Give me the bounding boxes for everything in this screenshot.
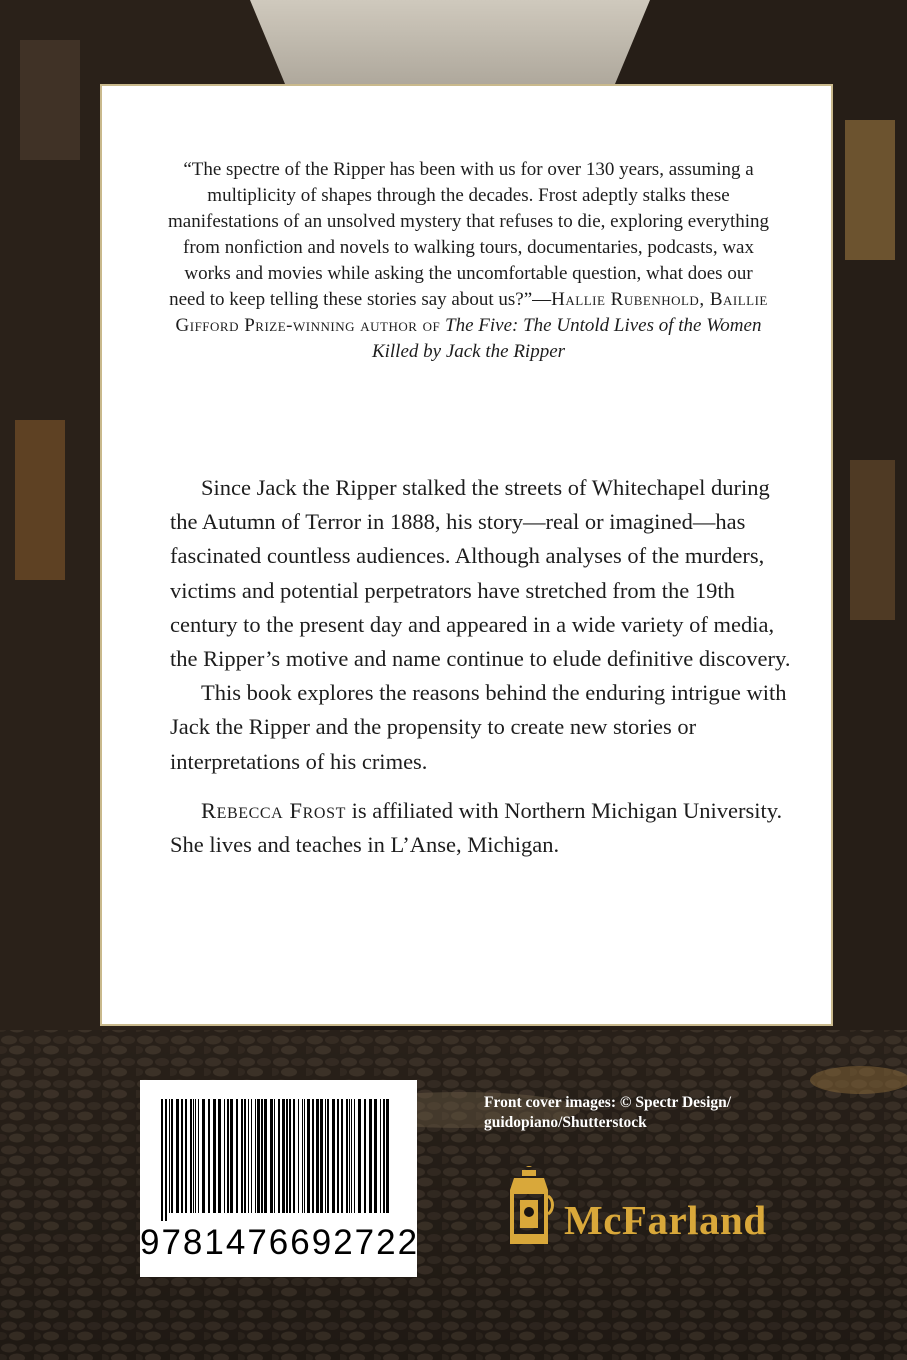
barcode-bar <box>244 1099 246 1213</box>
barcode-bar <box>195 1099 196 1213</box>
barcode-bar <box>304 1099 305 1213</box>
barcode-bar <box>218 1099 221 1213</box>
barcode-bar <box>185 1099 187 1213</box>
barcode-bar <box>298 1099 299 1213</box>
barcode-bar <box>349 1099 350 1213</box>
barcode-bar <box>181 1099 183 1213</box>
barcode-bar <box>165 1099 167 1221</box>
author-bio <box>170 794 800 862</box>
barcode-bar <box>325 1099 326 1213</box>
quote-dash: — <box>532 289 552 310</box>
barcode-bar <box>193 1099 194 1213</box>
description-paragraph-1: Since Jack the Ripper stalked the streets of Whitechapel during the Autumn of Terror in 1888, his story—real or imagined—has fascinated countless audiences. Although analyses of the murders, victims and potential perpetrators have stretched from the 19th century to the present day and appeared in a wide variety of media, the Ripper’s motive and name continue to elude definitive discovery. <box>170 475 791 672</box>
barcode-bar <box>341 1099 343 1213</box>
barcode-bar <box>257 1099 260 1213</box>
barcode-bar <box>289 1099 291 1213</box>
barcode-bar <box>202 1099 205 1213</box>
barcode-bar <box>169 1099 170 1213</box>
barcode-bar <box>332 1099 335 1213</box>
barcode-bar <box>171 1099 173 1213</box>
barcode-bar <box>227 1099 229 1213</box>
barcode-bar <box>278 1099 280 1213</box>
barcode-bar <box>383 1099 385 1213</box>
barcode-bar <box>230 1099 233 1213</box>
barcode-bar <box>208 1099 210 1213</box>
author-bio-text: is affiliated with Northern Michigan University. She lives and teaches in L’Anse, Michigan. <box>170 797 783 858</box>
barcode-bar <box>351 1099 352 1213</box>
quote-attribution: Hallie Rubenhold, Baillie Gifford Prize-winning author of <box>175 289 768 336</box>
publisher-logo <box>504 1166 804 1246</box>
quote-book-title: The Five: The Untold Lives of the Women Killed by Jack the Ripper <box>371 315 762 362</box>
text-panel <box>100 84 833 1026</box>
barcode-bar <box>213 1099 216 1213</box>
author-name: Rebecca Frost <box>201 797 346 823</box>
barcode-bar <box>302 1099 303 1213</box>
barcode-bar <box>346 1099 348 1213</box>
barcode-bar <box>236 1099 238 1213</box>
isbn-number: 9781476692722 <box>140 1223 420 1262</box>
barcode-bar <box>255 1099 256 1213</box>
barcode-bar <box>241 1099 243 1213</box>
barcode-bar <box>327 1099 329 1213</box>
barcode-bar <box>358 1099 361 1213</box>
barcode-bar <box>286 1099 288 1213</box>
barcode-bar <box>337 1099 339 1213</box>
barcode-bar <box>312 1099 314 1213</box>
isbn-barcode <box>140 1080 420 1277</box>
credits-line-1: Front cover images: © Spectr Design/ <box>484 1094 732 1111</box>
barcode-bar <box>270 1099 273 1213</box>
barcode-bar <box>293 1099 295 1213</box>
barcode-bars <box>161 1099 397 1221</box>
barcode-bar <box>190 1099 192 1213</box>
barcode-bar <box>386 1099 389 1213</box>
barcode-bar <box>161 1099 163 1221</box>
barcode-bar <box>369 1099 372 1213</box>
cover-image-credits <box>484 1093 784 1133</box>
barcode-bar <box>261 1099 263 1213</box>
barcode-bar <box>264 1099 267 1213</box>
publisher-name: McFarland <box>564 1197 767 1243</box>
lantern-icon <box>504 1166 554 1246</box>
barcode-bar <box>316 1099 319 1213</box>
barcode-bar <box>354 1099 355 1213</box>
barcode-bar <box>251 1099 252 1213</box>
barcode-bar <box>374 1099 377 1213</box>
description-paragraph-2: This book explores the reasons behind the enduring intrigue with Jack the Ripper and the propensity to create new stories or interpretations of his crimes. <box>170 680 787 774</box>
book-description <box>170 471 800 862</box>
barcode-bar <box>307 1099 310 1213</box>
barcode-bar <box>176 1099 179 1213</box>
quote-text: “The spectre of the Ripper has been with us for over 130 years, assuming a multiplicity of shapes through the decades. Frost adeptly stalks these manifestations of an unsolved mystery that refuses to die, exploring everything from nonfiction and novels to walking tours, documentaries, podcasts, wax works and movies while asking the uncomfortable question, what does our need to keep telling these stories say about us?” <box>168 159 769 310</box>
barcode-bar <box>364 1099 366 1213</box>
barcode-bar <box>248 1099 249 1213</box>
barcode-bar <box>380 1099 381 1213</box>
barcode-bar <box>320 1099 323 1213</box>
credits-line-2: guidopiano/Shutterstock <box>484 1114 647 1131</box>
barcode-bar <box>274 1099 275 1213</box>
barcode-bar <box>198 1099 199 1213</box>
barcode-bar <box>224 1099 225 1213</box>
barcode-bar <box>282 1099 285 1213</box>
endorsement-quote <box>166 157 771 365</box>
